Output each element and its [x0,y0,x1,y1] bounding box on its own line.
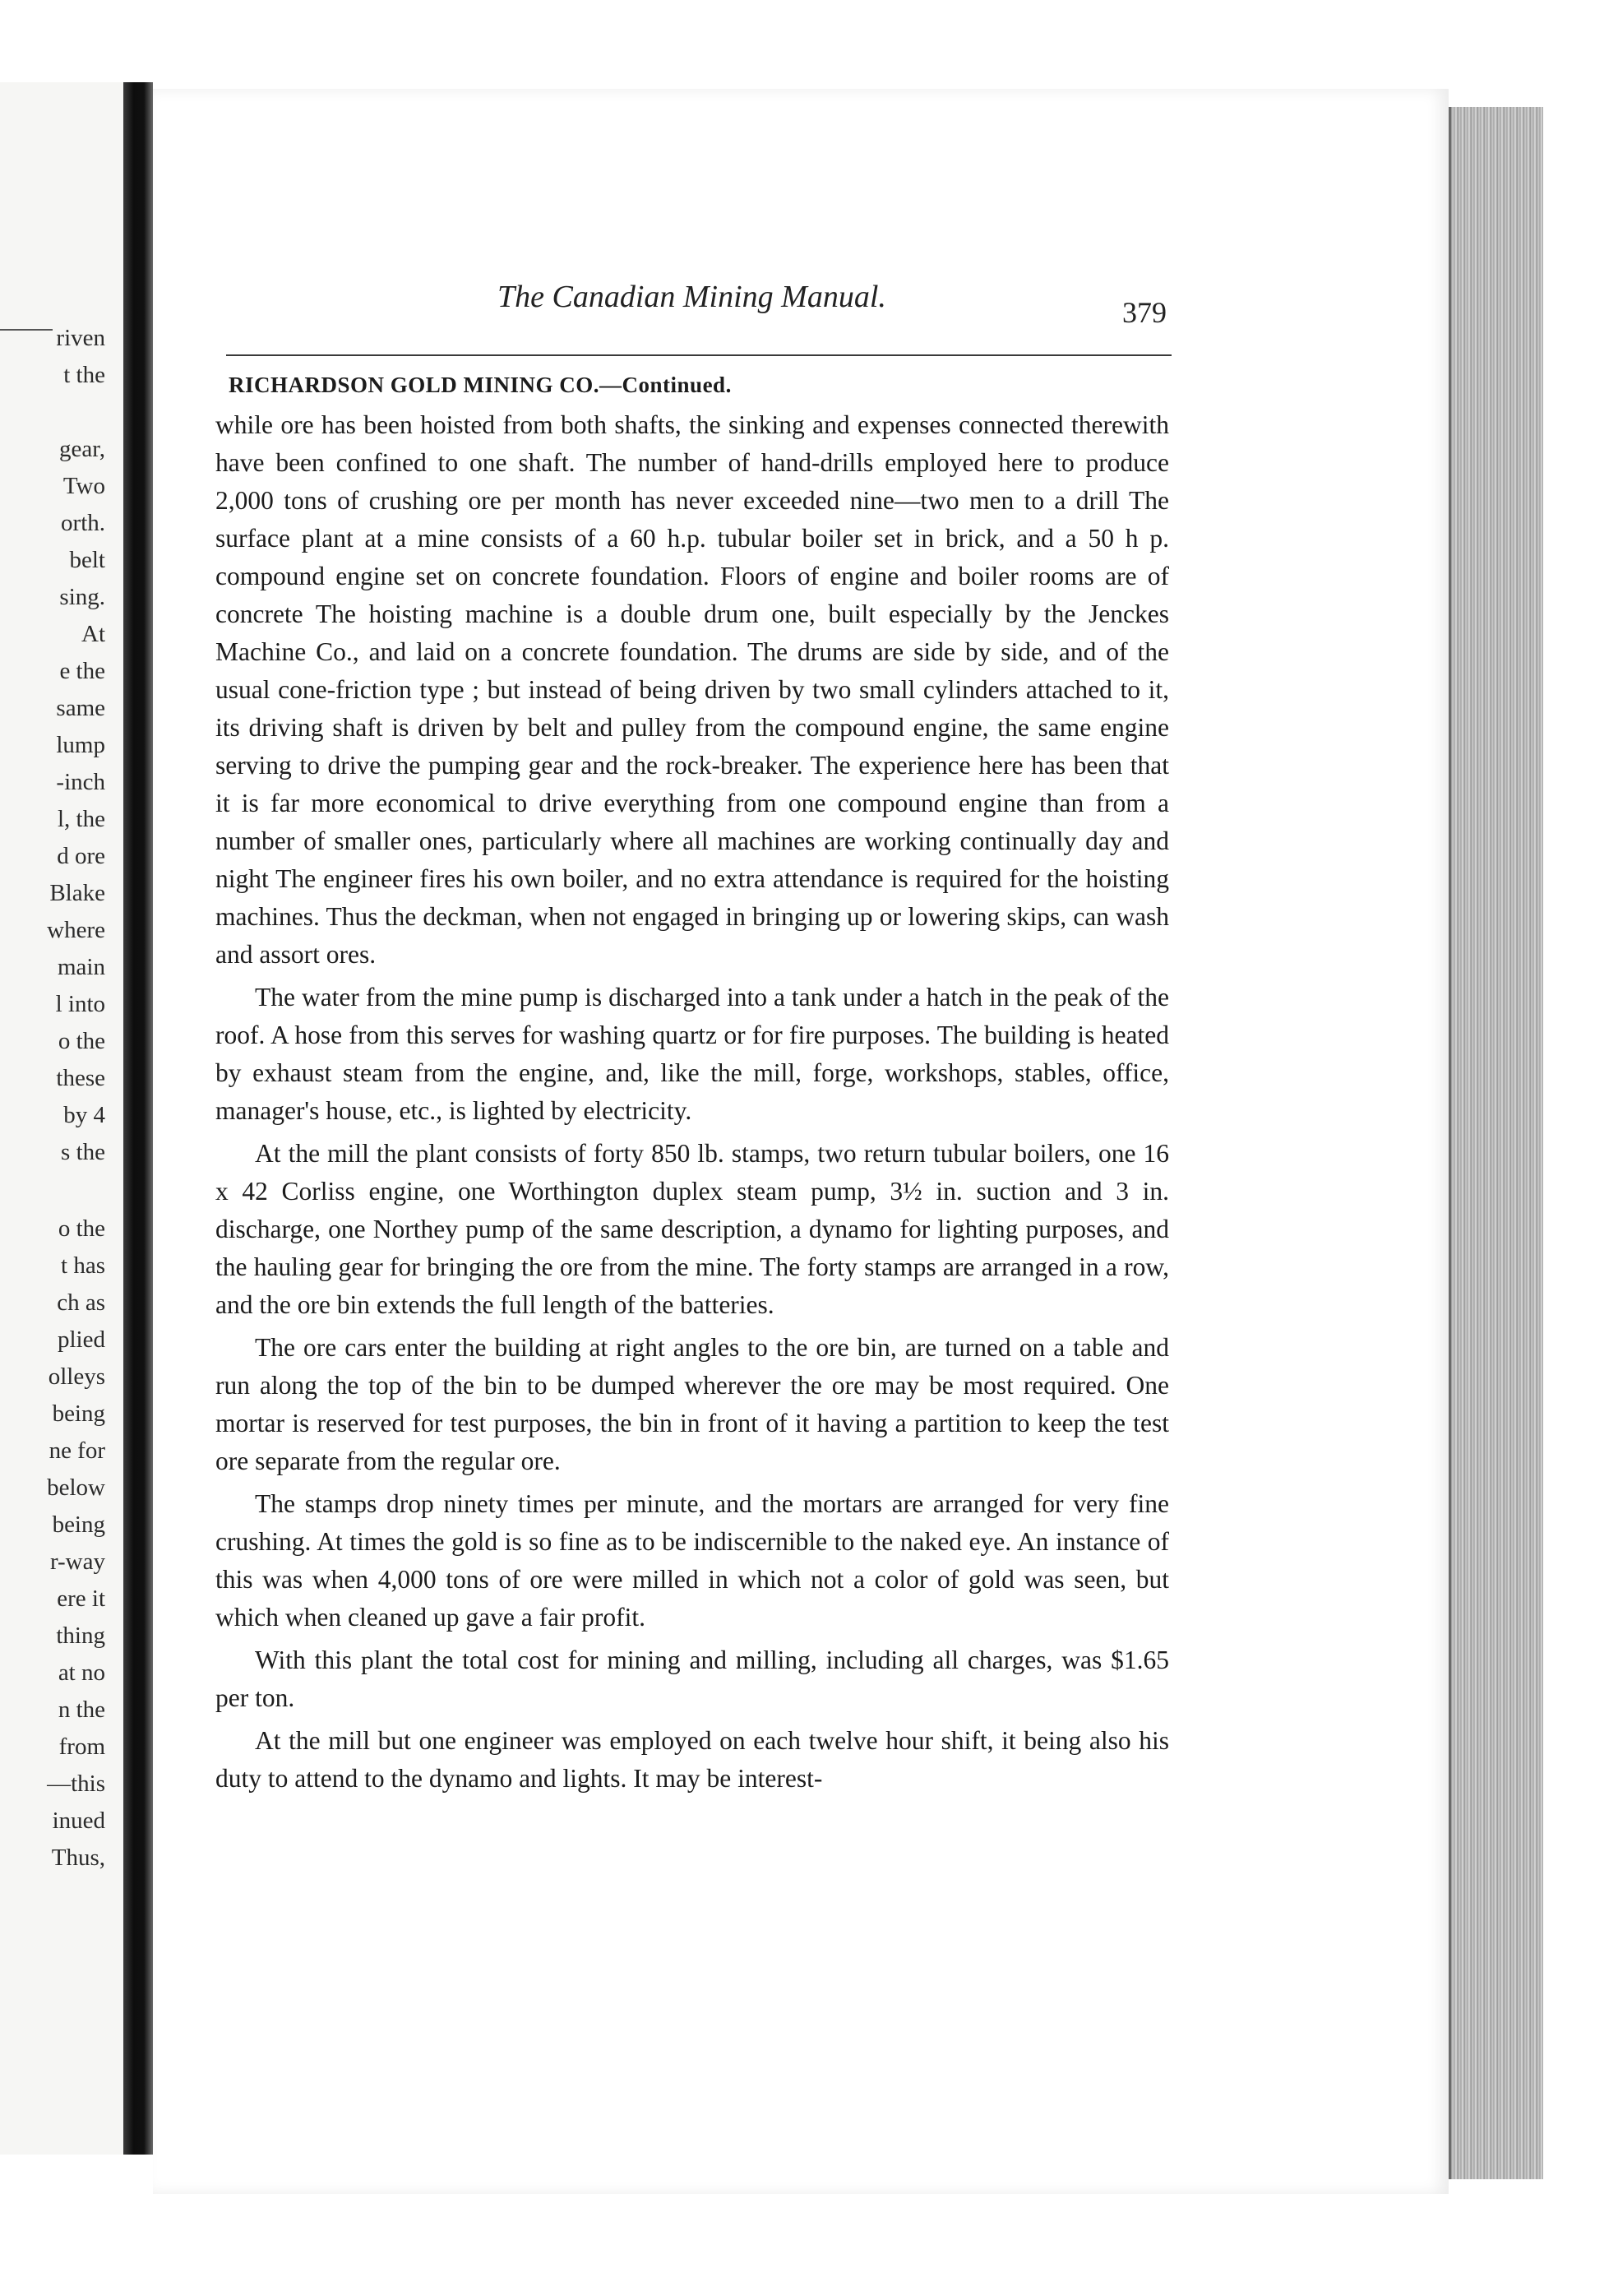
facing-page-line-fragment: l, the [58,806,105,832]
facing-page-line-fragment: belt [69,547,105,573]
header-rule [226,354,1172,356]
facing-page-line-fragment: from [58,1734,105,1760]
running-header [345,193,1167,329]
facing-page-line-fragment: riven [56,325,105,351]
facing-page-line-fragment: plied [58,1326,105,1353]
facing-page-line-fragment: where [47,917,105,943]
facing-page-line-fragment: thing [56,1622,105,1649]
facing-page-line-fragment: o the [58,1215,105,1242]
section-title: RICHARDSON GOLD MINING CO.—Continued. [229,373,732,397]
facing-page-line-fragment: l into [55,991,105,1017]
facing-page-line-fragment: ch as [57,1289,105,1316]
page-body [215,368,1169,1803]
facing-page-line-fragment: t the [63,362,105,388]
paragraph: At the mill the plant consists of forty 850 lb. stamps, two return tubular boilers, one 16 x 42 Corliss engine, one Worthington duplex steam pump, 3½ in. suction and 3 in. discharge, one Northey pump of the same description, a dynamo for lighting purposes, and the hauling gear for bringing the ore from the mine. The forty stamps are arranged in a row, and the ore bin extends the full length of the batteries. [215,1139,1169,1319]
facing-page-line-fragment: t has [61,1252,105,1279]
facing-page-line-fragment: inued [52,1808,105,1834]
page-number: 379 [1122,296,1167,329]
facing-page-line-fragment: being [52,1400,105,1427]
running-title: The Canadian Mining Manual. [497,280,886,314]
facing-page-line-fragment: olleys [48,1363,105,1390]
facing-page-line-fragment: by 4 [63,1102,105,1128]
book-gutter [123,82,153,2155]
facing-page-line-fragment: ere it [57,1585,105,1612]
paragraph: At the mill but one engineer was employed on each twelve hour shift, it being also his duty to attend to the dynamo and lights. It may be interest- [215,1726,1169,1793]
paragraph: With this plant the total cost for mining and milling, including all charges, was $1.65 per ton. [215,1646,1169,1712]
facing-page-line-fragment: at no [58,1660,105,1686]
facing-page-line-fragment: below [47,1474,105,1501]
facing-page-line-fragment: these [56,1065,105,1091]
paragraph: The ore cars enter the building at right angles to the ore bin, are turned on a table and run along the top of the bin to be dumped wherever the ore may be most required. One mortar is reserved for test purposes, the bin in front of it having a partition to keep the test ore separate from the regular ore. [215,1333,1169,1475]
facing-page-line-fragment: —this [47,1771,105,1797]
facing-page-line-fragment: gear, [59,436,105,462]
paragraph: while ore has been hoisted from both shafts, the sinking and expenses connected therewith have been confined to one shaft. The number of hand-drills employed here to produce 2,000 tons of crushing ore per month has never exceeded nine—two men to a drill The surface plant at a mine consists of a 60 h.p. tubular boiler set in brick, and a 50 h p. compound engine set on concrete foundation. Floors of engine and boiler rooms are of concrete The hoisting machine is a double drum one, built especially by the Jenckes Machine Co., and laid on a concrete foundation. The drums are side by side, and of the usual cone-friction type ; but instead of being driven by two small cylinders attached to it, its driving shaft is driven by belt and pulley from the compound engine, the same engine serving to drive the pumping gear and the rock-breaker. The experience here has been that it is far more economical to drive everything from one compound engine than from a number of smaller ones, particularly where all machines are working continually day and night The engineer fires his own boiler, and no extra attendance is required for the hoisting machines. Thus the deckman, when not engaged in bringing up or lowering skips, can wash and assort ores. [215,410,1169,969]
facing-page-line-fragment: o the [58,1028,105,1054]
paragraph: The stamps drop ninety times per minute, and the mortars are arranged for very fine crushing. At times the gold is so fine as to be indiscernible to the naked eye. An instance of this was when 4,000 tons of ore were milled in which not a color of gold was seen, but which when cleaned up gave a fair profit. [215,1489,1169,1632]
facing-page-line-fragment: lump [56,732,105,758]
facing-page-header-rule [0,329,53,331]
facing-page-line-fragment: orth. [61,510,105,536]
facing-page-line-fragment: n the [58,1697,105,1723]
facing-page-line-fragment: same [56,695,105,721]
facing-page-line-fragment: -inch [56,769,105,795]
paragraph: The water from the mine pump is discharged into a tank under a hatch in the peak of the roof. A hose from this serves for washing quartz or for fire purposes. The building is heated by exhaust steam from the engine, and, like the mill, forge, workshops, stables, office, manager's house, etc., is lighted by electricity. [215,983,1169,1125]
facing-page-line-fragment: r-way [49,1548,105,1575]
facing-page-line-fragment: Two [62,473,105,499]
facing-page-line-fragment: being [52,1511,105,1538]
facing-page-line-fragment: Thus, [51,1845,105,1871]
facing-page-line-fragment: sing. [59,584,105,610]
page-edges [1449,107,1543,2179]
facing-page-fragment [0,82,123,2155]
facing-page-line-fragment: e the [59,658,105,684]
facing-page-line-fragment: main [58,954,105,980]
facing-page-line-fragment: Blake [49,880,105,906]
facing-page-line-fragment: d ore [57,843,105,869]
facing-page-line-fragment: ne for [49,1437,105,1464]
facing-page-line-fragment: At [81,621,105,647]
facing-page-line-fragment: s the [61,1139,105,1165]
